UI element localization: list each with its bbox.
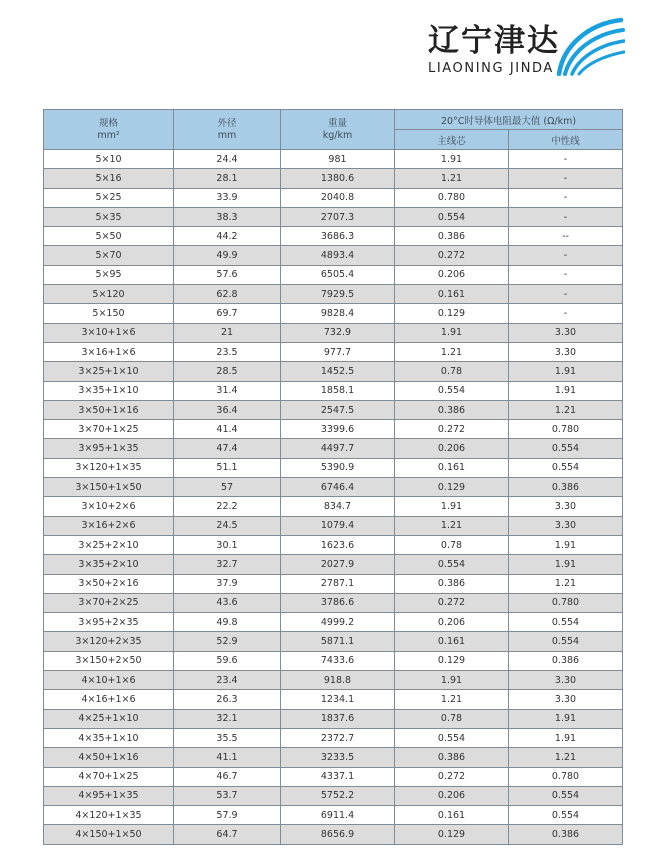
cell-main-core-resistance: 0.554 xyxy=(395,207,509,226)
cell-neutral-resistance: 3.30 xyxy=(509,497,623,516)
cell-spec: 4×10+1×6 xyxy=(44,671,174,690)
cell-weight: 7929.5 xyxy=(281,285,395,304)
cell-main-core-resistance: 0.272 xyxy=(395,420,509,439)
cell-weight: 1079.4 xyxy=(281,516,395,535)
cell-weight: 7433.6 xyxy=(281,651,395,670)
table-row xyxy=(44,342,623,361)
cell-neutral-resistance: - xyxy=(509,285,623,304)
cell-outer-diameter: 36.4 xyxy=(174,400,281,419)
table-row xyxy=(44,709,623,728)
cell-weight: 8656.9 xyxy=(281,825,395,844)
cell-spec: 4×16+1×6 xyxy=(44,690,174,709)
cell-main-core-resistance: 0.129 xyxy=(395,478,509,497)
cell-outer-diameter: 30.1 xyxy=(174,535,281,554)
cell-outer-diameter: 32.1 xyxy=(174,709,281,728)
cell-spec: 5×35 xyxy=(44,207,174,226)
cell-main-core-resistance: 0.129 xyxy=(395,304,509,323)
cell-spec: 3×95+1×35 xyxy=(44,439,174,458)
cell-outer-diameter: 26.3 xyxy=(174,690,281,709)
table-row xyxy=(44,555,623,574)
cell-outer-diameter: 23.4 xyxy=(174,671,281,690)
table-row xyxy=(44,285,623,304)
brand-name-english: LIAONING JINDA xyxy=(428,61,554,76)
cell-neutral-resistance: 0.386 xyxy=(509,825,623,844)
cell-weight: 4999.2 xyxy=(281,613,395,632)
cell-neutral-resistance: 0.780 xyxy=(509,593,623,612)
cell-weight: 2372.7 xyxy=(281,728,395,747)
table-row xyxy=(44,767,623,786)
header-spec-unit: mm² xyxy=(97,129,120,141)
cell-weight: 3786.6 xyxy=(281,593,395,612)
cell-neutral-resistance: 0.554 xyxy=(509,786,623,805)
cell-neutral-resistance: 0.780 xyxy=(509,767,623,786)
brand-name-chinese: 辽宁津达 xyxy=(428,23,560,59)
cell-neutral-resistance: 0.386 xyxy=(509,651,623,670)
header-weight xyxy=(281,110,395,150)
cell-spec: 3×35+2×10 xyxy=(44,555,174,574)
cell-spec: 4×95+1×35 xyxy=(44,786,174,805)
cell-main-core-resistance: 0.554 xyxy=(395,381,509,400)
cell-outer-diameter: 31.4 xyxy=(174,381,281,400)
cell-spec: 5×95 xyxy=(44,265,174,284)
table-row xyxy=(44,478,623,497)
cell-outer-diameter: 37.9 xyxy=(174,574,281,593)
cell-neutral-resistance: - xyxy=(509,169,623,188)
cell-outer-diameter: 59.6 xyxy=(174,651,281,670)
cell-outer-diameter: 49.9 xyxy=(174,246,281,265)
cell-main-core-resistance: 1.91 xyxy=(395,497,509,516)
cell-weight: 4337.1 xyxy=(281,767,395,786)
cell-spec: 3×16+1×6 xyxy=(44,342,174,361)
cell-outer-diameter: 41.1 xyxy=(174,748,281,767)
cell-neutral-resistance: 0.386 xyxy=(509,478,623,497)
cell-weight: 5390.9 xyxy=(281,458,395,477)
cell-neutral-resistance: 0.554 xyxy=(509,806,623,825)
cell-weight: 834.7 xyxy=(281,497,395,516)
header-neutral: 中性线 xyxy=(509,130,623,150)
cell-outer-diameter: 28.1 xyxy=(174,169,281,188)
cell-main-core-resistance: 0.161 xyxy=(395,285,509,304)
cell-outer-diameter: 69.7 xyxy=(174,304,281,323)
cell-weight: 1837.6 xyxy=(281,709,395,728)
cell-outer-diameter: 64.7 xyxy=(174,825,281,844)
table-row xyxy=(44,786,623,805)
cell-outer-diameter: 53.7 xyxy=(174,786,281,805)
cell-main-core-resistance: 0.386 xyxy=(395,227,509,246)
cell-weight: 9828.4 xyxy=(281,304,395,323)
cell-outer-diameter: 21 xyxy=(174,323,281,342)
cell-weight: 1234.1 xyxy=(281,690,395,709)
cable-spec-table xyxy=(43,109,623,845)
cell-spec: 3×25+2×10 xyxy=(44,535,174,554)
cell-neutral-resistance: 1.21 xyxy=(509,400,623,419)
cell-weight: 6911.4 xyxy=(281,806,395,825)
cell-neutral-resistance: 0.554 xyxy=(509,439,623,458)
cell-spec: 4×25+1×10 xyxy=(44,709,174,728)
cell-spec: 3×70+1×25 xyxy=(44,420,174,439)
cell-spec: 3×150+2×50 xyxy=(44,651,174,670)
cell-main-core-resistance: 0.386 xyxy=(395,400,509,419)
table-row xyxy=(44,690,623,709)
cell-weight: 2707.3 xyxy=(281,207,395,226)
header-spec-label: 规格 xyxy=(98,117,118,129)
table-row xyxy=(44,458,623,477)
cell-spec: 4×150+1×50 xyxy=(44,825,174,844)
cell-main-core-resistance: 0.129 xyxy=(395,651,509,670)
cell-outer-diameter: 23.5 xyxy=(174,342,281,361)
cell-main-core-resistance: 0.78 xyxy=(395,535,509,554)
cell-weight: 1623.6 xyxy=(281,535,395,554)
header-main-core: 主线芯 xyxy=(395,130,509,150)
cell-spec: 5×16 xyxy=(44,169,174,188)
cell-spec: 3×10+2×6 xyxy=(44,497,174,516)
cell-spec: 3×95+2×35 xyxy=(44,613,174,632)
table-row xyxy=(44,188,623,207)
cell-outer-diameter: 38.3 xyxy=(174,207,281,226)
cell-main-core-resistance: 0.272 xyxy=(395,246,509,265)
cell-spec: 3×25+1×10 xyxy=(44,362,174,381)
cell-main-core-resistance: 1.91 xyxy=(395,671,509,690)
cell-outer-diameter: 24.4 xyxy=(174,150,281,169)
table-row xyxy=(44,150,623,169)
cell-spec: 5×50 xyxy=(44,227,174,246)
cell-weight: 2027.9 xyxy=(281,555,395,574)
cell-spec: 5×10 xyxy=(44,150,174,169)
table-row xyxy=(44,207,623,226)
cell-weight: 1858.1 xyxy=(281,381,395,400)
cell-neutral-resistance: 1.21 xyxy=(509,574,623,593)
cell-weight: 6746.4 xyxy=(281,478,395,497)
cell-spec: 4×50+1×16 xyxy=(44,748,174,767)
table-row xyxy=(44,227,623,246)
cell-neutral-resistance: 1.21 xyxy=(509,748,623,767)
cell-main-core-resistance: 1.21 xyxy=(395,690,509,709)
cell-neutral-resistance: 0.780 xyxy=(509,420,623,439)
cell-neutral-resistance: 3.30 xyxy=(509,516,623,535)
table-row xyxy=(44,825,623,844)
cell-main-core-resistance: 0.386 xyxy=(395,748,509,767)
cell-neutral-resistance: 0.554 xyxy=(509,458,623,477)
cell-spec: 5×150 xyxy=(44,304,174,323)
table-row xyxy=(44,651,623,670)
header-spec xyxy=(44,110,174,150)
cell-neutral-resistance: 1.91 xyxy=(509,381,623,400)
cell-main-core-resistance: 0.78 xyxy=(395,362,509,381)
cell-main-core-resistance: 0.161 xyxy=(395,458,509,477)
cell-main-core-resistance: 0.272 xyxy=(395,767,509,786)
cell-neutral-resistance: - xyxy=(509,265,623,284)
cell-neutral-resistance: 1.91 xyxy=(509,555,623,574)
cell-spec: 3×120+2×35 xyxy=(44,632,174,651)
cell-spec: 3×10+1×6 xyxy=(44,323,174,342)
header-resistance-group: 20°C时导体电阻最大值 (Ω/km) xyxy=(395,110,623,130)
cell-outer-diameter: 51.1 xyxy=(174,458,281,477)
cell-weight: 981 xyxy=(281,150,395,169)
cell-main-core-resistance: 1.21 xyxy=(395,516,509,535)
cell-spec: 3×35+1×10 xyxy=(44,381,174,400)
cell-weight: 2040.8 xyxy=(281,188,395,207)
cell-outer-diameter: 35.5 xyxy=(174,728,281,747)
cell-weight: 6505.4 xyxy=(281,265,395,284)
table-row xyxy=(44,728,623,747)
header-od-label: 外径 xyxy=(217,117,237,129)
cell-main-core-resistance: 0.78 xyxy=(395,709,509,728)
cell-spec: 4×35+1×10 xyxy=(44,728,174,747)
header-od-unit: mm xyxy=(217,129,237,141)
cell-neutral-resistance: - xyxy=(509,207,623,226)
cell-main-core-resistance: 0.206 xyxy=(395,265,509,284)
table-row xyxy=(44,362,623,381)
table-row xyxy=(44,613,623,632)
cell-neutral-resistance: - xyxy=(509,188,623,207)
cell-spec: 4×70+1×25 xyxy=(44,767,174,786)
table-row xyxy=(44,671,623,690)
cell-spec: 3×120+1×35 xyxy=(44,458,174,477)
cell-neutral-resistance: 1.91 xyxy=(509,535,623,554)
cell-weight: 3399.6 xyxy=(281,420,395,439)
cell-spec: 3×16+2×6 xyxy=(44,516,174,535)
cell-main-core-resistance: 0.554 xyxy=(395,555,509,574)
table-row xyxy=(44,535,623,554)
cell-main-core-resistance: 0.206 xyxy=(395,613,509,632)
cell-neutral-resistance: 1.91 xyxy=(509,728,623,747)
table-row xyxy=(44,381,623,400)
cell-spec: 3×150+1×50 xyxy=(44,478,174,497)
cell-weight: 5871.1 xyxy=(281,632,395,651)
cell-outer-diameter: 32.7 xyxy=(174,555,281,574)
cell-spec: 3×70+2×25 xyxy=(44,593,174,612)
cell-neutral-resistance: 3.30 xyxy=(509,323,623,342)
cell-main-core-resistance: 1.21 xyxy=(395,169,509,188)
cell-weight: 4497.7 xyxy=(281,439,395,458)
cell-neutral-resistance: 3.30 xyxy=(509,690,623,709)
cell-main-core-resistance: 0.386 xyxy=(395,574,509,593)
table-row xyxy=(44,439,623,458)
cell-outer-diameter: 49.8 xyxy=(174,613,281,632)
cell-outer-diameter: 46.7 xyxy=(174,767,281,786)
cell-neutral-resistance: 3.30 xyxy=(509,671,623,690)
cell-outer-diameter: 22.2 xyxy=(174,497,281,516)
table-row xyxy=(44,420,623,439)
cell-weight: 732.9 xyxy=(281,323,395,342)
table-row xyxy=(44,748,623,767)
cell-neutral-resistance: 0.554 xyxy=(509,632,623,651)
cell-neutral-resistance: -- xyxy=(509,227,623,246)
cell-neutral-resistance: 0.554 xyxy=(509,613,623,632)
cell-weight: 3686.3 xyxy=(281,227,395,246)
cell-main-core-resistance: 0.206 xyxy=(395,786,509,805)
cell-neutral-resistance: - xyxy=(509,246,623,265)
cell-weight: 2547.5 xyxy=(281,400,395,419)
table-row xyxy=(44,265,623,284)
table-row xyxy=(44,632,623,651)
header-weight-unit: kg/km xyxy=(322,129,353,141)
cell-weight: 1380.6 xyxy=(281,169,395,188)
cell-neutral-resistance: - xyxy=(509,304,623,323)
cell-weight: 3233.5 xyxy=(281,748,395,767)
cell-outer-diameter: 44.2 xyxy=(174,227,281,246)
cell-outer-diameter: 28.5 xyxy=(174,362,281,381)
cell-spec: 4×120+1×35 xyxy=(44,806,174,825)
cell-neutral-resistance: - xyxy=(509,150,623,169)
table-row xyxy=(44,593,623,612)
cell-neutral-resistance: 1.91 xyxy=(509,709,623,728)
cell-spec: 5×70 xyxy=(44,246,174,265)
cell-weight: 4893.4 xyxy=(281,246,395,265)
cell-main-core-resistance: 0.206 xyxy=(395,439,509,458)
cell-neutral-resistance: 1.91 xyxy=(509,362,623,381)
table-row xyxy=(44,169,623,188)
cell-weight: 918.8 xyxy=(281,671,395,690)
table-row xyxy=(44,246,623,265)
cell-main-core-resistance: 0.161 xyxy=(395,806,509,825)
cell-spec: 3×50+2×16 xyxy=(44,574,174,593)
table-row xyxy=(44,400,623,419)
table-row xyxy=(44,806,623,825)
cell-main-core-resistance: 1.91 xyxy=(395,150,509,169)
table-row xyxy=(44,304,623,323)
header-weight-label: 重量 xyxy=(327,117,347,129)
cell-main-core-resistance: 1.21 xyxy=(395,342,509,361)
cell-outer-diameter: 57.6 xyxy=(174,265,281,284)
cell-outer-diameter: 62.8 xyxy=(174,285,281,304)
cell-main-core-resistance: 0.161 xyxy=(395,632,509,651)
cell-main-core-resistance: 1.91 xyxy=(395,323,509,342)
cell-weight: 977.7 xyxy=(281,342,395,361)
table-row xyxy=(44,497,623,516)
cell-main-core-resistance: 0.780 xyxy=(395,188,509,207)
cell-outer-diameter: 57 xyxy=(174,478,281,497)
table-row xyxy=(44,574,623,593)
cell-neutral-resistance: 3.30 xyxy=(509,342,623,361)
cell-outer-diameter: 57.9 xyxy=(174,806,281,825)
cell-outer-diameter: 43.6 xyxy=(174,593,281,612)
cell-spec: 5×120 xyxy=(44,285,174,304)
cell-outer-diameter: 24.5 xyxy=(174,516,281,535)
cell-weight: 2787.1 xyxy=(281,574,395,593)
cell-spec: 5×25 xyxy=(44,188,174,207)
cell-outer-diameter: 52.9 xyxy=(174,632,281,651)
header-outer-diameter xyxy=(174,110,281,150)
table-row xyxy=(44,516,623,535)
header-row xyxy=(44,110,623,130)
cell-outer-diameter: 41.4 xyxy=(174,420,281,439)
brand-swoosh-icon xyxy=(553,16,625,76)
cell-weight: 1452.5 xyxy=(281,362,395,381)
cell-outer-diameter: 33.9 xyxy=(174,188,281,207)
cell-main-core-resistance: 0.272 xyxy=(395,593,509,612)
cell-outer-diameter: 47.4 xyxy=(174,439,281,458)
cell-weight: 5752.2 xyxy=(281,786,395,805)
cell-main-core-resistance: 0.554 xyxy=(395,728,509,747)
cell-main-core-resistance: 0.129 xyxy=(395,825,509,844)
table-row xyxy=(44,323,623,342)
cell-spec: 3×50+1×16 xyxy=(44,400,174,419)
